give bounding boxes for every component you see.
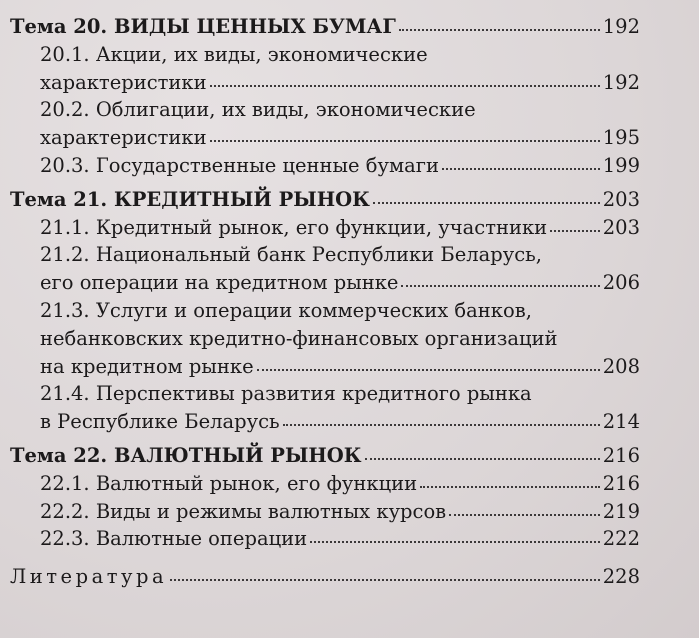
toc-page-number: 208 <box>602 354 640 378</box>
toc-page-number: 192 <box>602 15 640 38</box>
dot-leader <box>365 458 600 460</box>
toc-section-title: 21.1. Кредитный рынок, его функции, участники <box>40 215 548 239</box>
table-of-contents <box>10 13 640 591</box>
toc-page-number: 203 <box>602 187 640 211</box>
toc-section-title-cont: небанковских кредитно-финансовых организаций <box>40 326 558 350</box>
toc-topic-21 <box>10 186 640 214</box>
toc-section-title: 22.2. Виды и режимы валютных курсов <box>40 499 447 523</box>
dot-leader <box>399 29 600 31</box>
dot-leader <box>401 285 599 287</box>
toc-topic-20 <box>10 13 640 41</box>
toc-section-22-3 <box>10 525 640 553</box>
toc-topic-title: Тема 22. ВАЛЮТНЫЙ РЫНОК <box>10 443 362 467</box>
dot-leader <box>449 514 600 516</box>
toc-page-number: 228 <box>602 565 640 589</box>
toc-section-21-2 <box>10 241 640 297</box>
dot-leader <box>283 424 600 426</box>
toc-page-number: 203 <box>602 215 640 239</box>
toc-page-number: 222 <box>602 527 640 551</box>
toc-section-title: 21.4. Перспективы развития кредитного рынка <box>40 382 532 406</box>
toc-section-title: 20.3. Государственные ценные бумаги <box>40 153 440 177</box>
dot-leader <box>210 85 600 87</box>
toc-section-title: 22.1. Валютный рынок, его функции <box>40 471 418 495</box>
toc-section-title-cont: его операции на кредитном рынке <box>40 271 399 295</box>
toc-section-title-cont: характеристики <box>40 70 207 94</box>
dot-leader <box>210 140 600 142</box>
dot-leader <box>257 369 600 371</box>
toc-section-21-3 <box>10 297 640 380</box>
toc-topic-title: Тема 20. ВИДЫ ЦЕННЫХ БУМАГ <box>10 15 396 38</box>
toc-section-22-1 <box>10 470 640 498</box>
toc-section-22-2 <box>10 498 640 526</box>
toc-section-title-cont: характеристики <box>40 126 207 150</box>
toc-literature-title: Литература <box>10 565 168 589</box>
dot-leader <box>442 168 600 170</box>
toc-section-21-4 <box>10 380 640 436</box>
toc-page-number: 195 <box>602 126 640 150</box>
toc-page-number: 206 <box>602 271 640 295</box>
toc-section-title: 20.2. Облигации, их виды, экономические <box>40 98 476 122</box>
toc-page-number: 216 <box>602 471 640 495</box>
toc-page-number: 219 <box>602 499 640 523</box>
toc-page-number: 214 <box>602 410 640 434</box>
toc-section-title: 20.1. Акции, их виды, экономические <box>40 42 428 66</box>
dot-leader <box>170 579 600 581</box>
toc-section-21-1 <box>10 214 640 242</box>
toc-section-title: 21.3. Услуги и операции коммерческих банков, <box>40 298 532 322</box>
toc-topic-title: Тема 21. КРЕДИТНЫЙ РЫНОК <box>10 187 370 211</box>
toc-page-number: 199 <box>602 153 640 177</box>
toc-section-20-2 <box>10 96 640 152</box>
toc-section-20-3 <box>10 152 640 180</box>
toc-section-title-cont: в Республике Беларусь <box>40 410 280 434</box>
dot-leader <box>373 202 600 204</box>
toc-page-number: 192 <box>602 70 640 94</box>
dot-leader <box>310 541 600 543</box>
toc-page-number: 216 <box>602 443 640 467</box>
toc-section-title: 21.2. Национальный банк Республики Беларусь, <box>40 243 542 267</box>
toc-section-title-cont: на кредитном рынке <box>40 354 254 378</box>
toc-topic-22 <box>10 442 640 470</box>
dot-leader <box>420 486 600 488</box>
toc-section-title: 22.3. Валютные операции <box>40 527 308 551</box>
dot-leader <box>550 230 600 232</box>
toc-section-20-1 <box>10 41 640 97</box>
toc-literature <box>10 563 640 591</box>
